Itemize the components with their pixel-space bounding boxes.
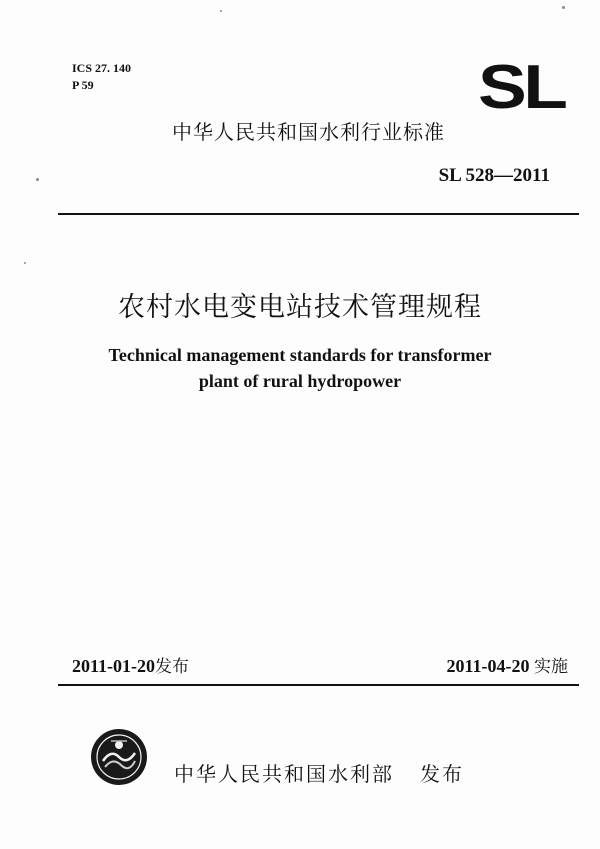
top-divider [58, 213, 579, 215]
english-title-line-1: Technical management standards for transformer [108, 345, 492, 365]
scan-speck [36, 178, 39, 181]
implement-date: 2011-04-20 [446, 656, 530, 676]
issue-date-block [72, 655, 189, 678]
sl-logo: SL [478, 53, 565, 122]
english-title [0, 342, 600, 394]
standard-number: SL 528—2011 [438, 165, 550, 186]
publisher-action: 发布 [420, 762, 464, 786]
scan-speck [562, 6, 565, 9]
classification-codes [72, 60, 131, 94]
bottom-divider [58, 684, 579, 686]
issue-label: 发布 [155, 657, 189, 677]
issue-date: 2011-01-20 [72, 656, 155, 676]
implement-date-block [447, 655, 569, 678]
ics-code: ICS 27. 140 [72, 61, 132, 75]
publisher-line [174, 760, 464, 788]
publisher-name: 中华人民共和国水利部 [174, 762, 394, 786]
industry-standard-title: 中华人民共和国水利行业标准 [172, 120, 445, 144]
ministry-seal-icon [89, 727, 149, 787]
scan-speck [24, 262, 26, 264]
chinese-title: 农村水电变电站技术管理规程 [118, 292, 482, 323]
english-title-line-2: plant of rural hydropower [198, 371, 402, 391]
scan-speck [220, 10, 222, 12]
implement-label: 实施 [534, 657, 568, 677]
category-code: P 59 [72, 78, 94, 92]
